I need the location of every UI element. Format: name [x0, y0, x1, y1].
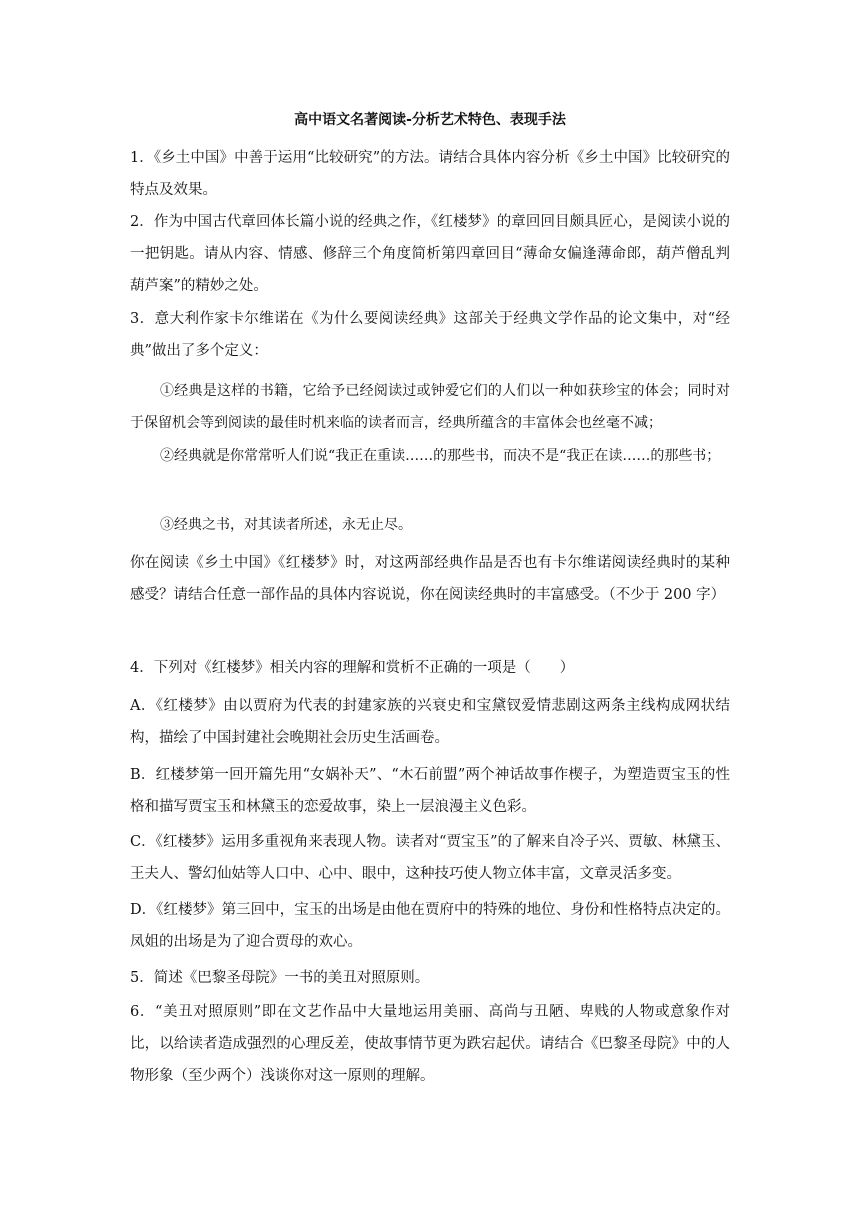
- question-3-definition-1: ①经典是这样的书籍，它给予已经阅读过或钟爱它们的人们以一种如获珍宝的体会；同时对于保留机会等到阅读的最佳时机来临的读者而言，经典所蕴含的丰富体会也丝毫不减；: [130, 383, 730, 431]
- question-6: 6．“美丑对照原则”即在文艺作品中大量地运用美丽、高尚与丑陋、卑贱的人物或意象作对比，以给读者造成强烈的心理反差，使故事情节更为跌宕起伏。请结合《巴黎圣母院》中的人物形象（至少两个）浅谈你对这一原则的理解。: [130, 1004, 730, 1084]
- question-3-definition-3: ③经典之书，对其读者所述，永无止尽。: [160, 517, 412, 533]
- question-4-option-b: B．红楼梦第一回开篇先用“女娲补天”、“木石前盟”两个神话故事作楔子，为塑造贾宝玉的性格和描写贾宝玉和林黛玉的恋爱故事，染上一层浪漫主义色彩。: [130, 767, 730, 815]
- question-3-task: 你在阅读《乡土中国》《红楼梦》时，对这两部经典作品是否也有卡尔维诺阅读经典时的某种感受？请结合任意一部作品的具体内容说说，你在阅读经典时的丰富感受。（不少于 200 字）: [130, 555, 730, 603]
- question-3-definition-2: ②经典就是你常常听人们说“我正在重读……的那些书，而决不是“我正在读……的那些书；: [160, 448, 721, 464]
- question-4-option-c: C．《红楼梦》运用多重视角来表现人物。读者对“贾宝玉”的了解来自冷子兴、贾敏、林黛玉、王夫人、警幻仙姑等人口中、心中、眼中，这种技巧使人物立体丰富，文章灵活多变。: [130, 834, 730, 882]
- question-3-intro: 3．意大利作家卡尔维诺在《为什么要阅读经典》这部关于经典文学作品的论文集中，对“经典”做出了多个定义：: [130, 311, 730, 359]
- document-title: 高中语文名著阅读-分析艺术特色、表现手法: [294, 112, 566, 128]
- question-1: 1．《乡土中国》中善于运用“比较研究”的方法。请结合具体内容分析《乡土中国》比较研究的特点及效果。: [130, 150, 730, 198]
- question-4-option-a: A．《红楼梦》由以贾府为代表的封建家族的兴衰史和宝黛钗爱情悲剧这两条主线构成网状结构，描绘了中国封建社会晚期社会历史生活画卷。: [130, 698, 730, 746]
- question-5: 5．简述《巴黎圣母院》一书的美丑对照原则。: [130, 970, 430, 986]
- question-2: 2．作为中国古代章回体长篇小说的经典之作，《红楼梦》的章回回目颇具匠心，是阅读小说的一把钥匙。请从内容、情感、修辞三个角度简析第四章回目“薄命女偏逢薄命郎，葫芦僧乱判葫芦案”的精妙之处。: [130, 214, 730, 294]
- question-4-option-d: D．《红楼梦》第三回中，宝玉的出场是由他在贾府中的特殊的地位、身份和性格特点决定的。凤姐的出场是为了迎合贾母的欢心。: [130, 902, 730, 950]
- question-4-stem: 4．下列对《红楼梦》相关内容的理解和赏析不正确的一项是（ ）: [130, 660, 575, 676]
